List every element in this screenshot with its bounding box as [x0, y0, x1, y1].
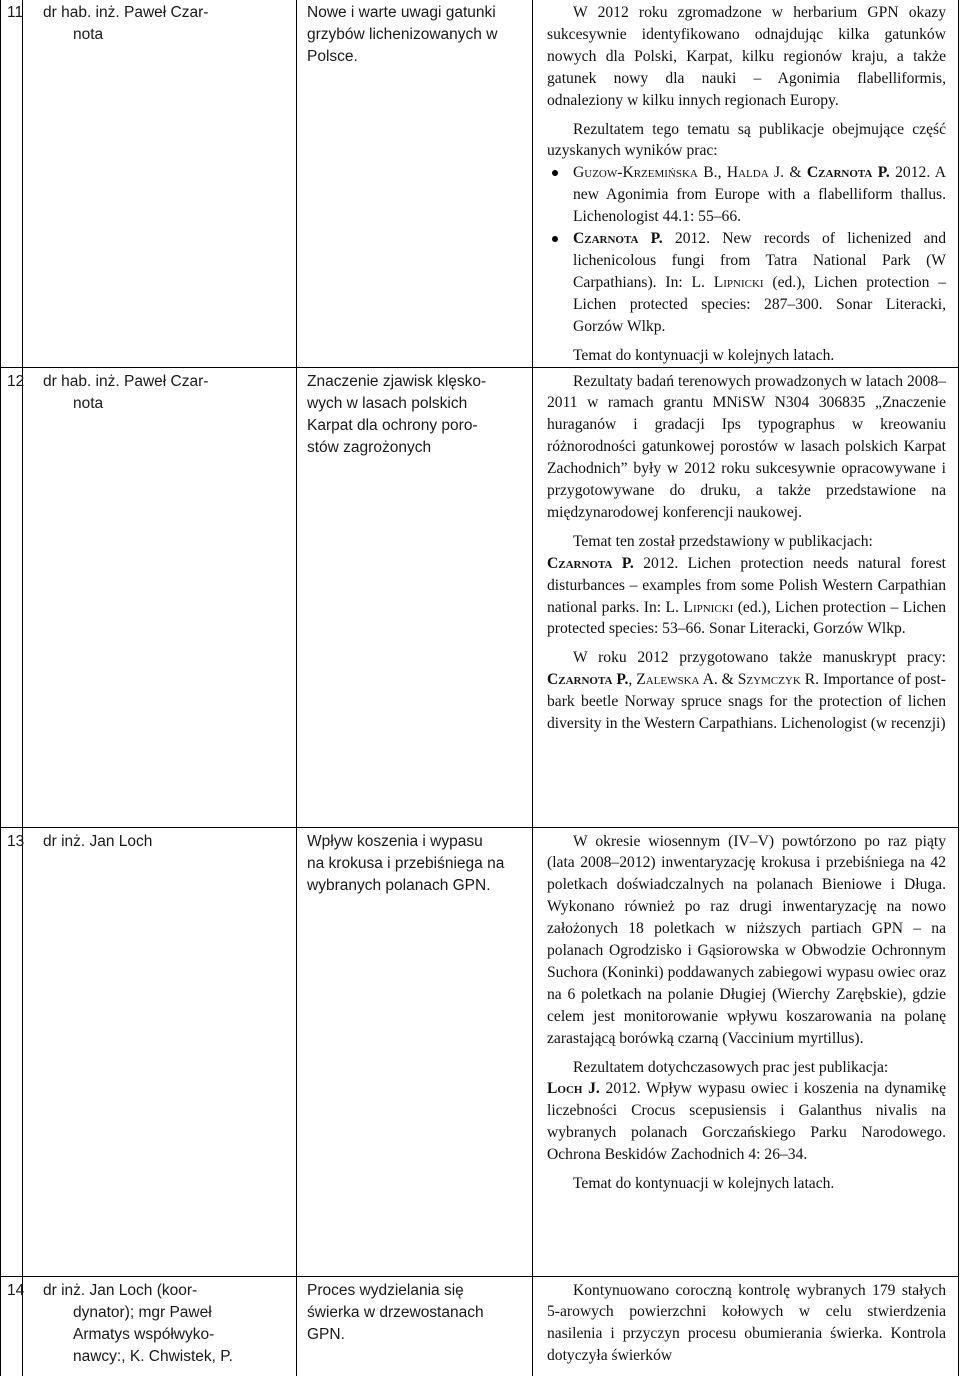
topic-cell: Wpływ koszenia i wypasu na krokusa i przebiśniega na wybranych polanach GPN. — [307, 832, 505, 894]
row-number: 14 — [7, 1281, 25, 1299]
table-row — [1, 1276, 959, 1376]
row-number: 12 — [7, 372, 25, 390]
table-row — [1, 0, 959, 367]
author-cell: dr inż. Jan Loch (koor- dynator); mgr Paweł Armatys współwyko- nawcy:, K. Chwistek, P. — [43, 1281, 233, 1365]
paragraph: W okresie wiosennym (IV–V) powtórzono po raz piąty (lata 2008–2012) inwentaryzację krokusa i przebiśniega na 42 poletkach doświadczalnych na polanach Bieniowe i Długa. Wykonano również po raz drugi inwentaryzację na nowo założonych 18 poletkach w niższych partiach GPN – na polanach Ogrodzisko i Gąsiorowska w Obwodzie Ochronnym Suchora (Koninki) poddawanych zabiegowi wypasu owiec oraz na 6 poletkach na polanie Długiej (Wierchy Zarębskie), gdzie celem jest monitorowanie wpływu koszarowania na polanę zarastającą borówką czarną (Vaccinium myrtillus). — [547, 832, 946, 1047]
paragraph: Loch J. 2012. Wpływ wypasu owiec i koszenia na dynamikę liczebności Crocus scepusiensis i Galanthus nivalis na wybranych polanach Gorczańskiego Parku Narodowego. Ochrona Beskidów Zachodnich 4: 26–34. — [547, 1080, 946, 1164]
paragraph: W roku 2012 przygotowano także manuskrypt pracy: Czarnota P., Zalewska A. & Szymczyk R. Importance of post-bark beetle Norway spruce snags for the protection of lichen diversity in the Western Carpathians. Lichenologist (w recenzji) — [547, 649, 946, 733]
author-cell: dr inż. Jan Loch — [43, 832, 153, 850]
paragraph: Rezultatem tego tematu są publikacje obejmujące część uzyskanych wyników prac: — [547, 120, 946, 160]
paragraph: Kontynuowano coroczną kontrolę wybranych 179 stałych 5-arowych powierzchni kołowych w celu stwierdzenia nasilenia i przyczyn procesu obumierania świerka. Kontrola dotyczyła świerków — [547, 1281, 946, 1365]
topic-cell: Znaczenie zjawisk klęsko- wych w lasach polskich Karpat dla ochrony poro- stów zagrożonych — [307, 372, 487, 456]
results-cell — [533, 1277, 958, 1368]
row-number: 11 — [7, 4, 24, 21]
table-row — [1, 827, 959, 1276]
author-cell: dr hab. inż. Paweł Czar- nota — [43, 4, 209, 43]
paragraph: Temat do kontynuacji w kolejnych latach. — [573, 1175, 835, 1193]
row-number: 13 — [7, 832, 25, 850]
author-cell: dr hab. inż. Paweł Czar- nota — [43, 372, 209, 412]
list-item: Guzow-Krzemińska B., Halda J. & Czarnota P. 2012. A new Agonimia from Europe with a flabelliform thallus. Lichenologist 44.1: 55–66. — [573, 162, 946, 228]
results-cell — [533, 828, 958, 1196]
paragraph: Temat do kontynuacji w kolejnych latach. — [573, 346, 835, 364]
paragraph: Rezultaty badań terenowych prowadzonych w latach 2008–2011 w ramach grantu MNiSW N304 306835 „Znaczenie huraganów i gradacji Ips typographus w kreowaniu różnorodności gatunkowej porostów w lasach polskich Karpat Zachodnich” były w 2012 roku sukcesywnie opracowywane i przygotowywane do druku, a także przedstawione na międzynarodowej konferencji naukowej. — [547, 372, 946, 521]
publication-list — [547, 162, 946, 337]
table-row — [1, 367, 959, 827]
paragraph: Temat ten został przedstawiony w publikacjach: — [573, 532, 873, 550]
paragraph: W 2012 roku zgromadzone w herbarium GPN okazy sukcesywnie identyfikowano odnajdując kilka gatunków nowych dla Polski, Karpat, kilku regionów kraju, a także gatunek nowy dla nauki – Agonimia flabelliformis, odnaleziony w kilku innych regionach Europy. — [547, 4, 946, 109]
results-cell — [533, 368, 958, 736]
paragraph: Czarnota P. 2012. Lichen protection needs natural forest disturbances – examples from some Polish Western Carpathian national parks. In: L. Lipnicki (ed.), Lichen protection – Lichen protected species: 53–66. Sonar Literacki, Gorzów Wlkp. — [547, 554, 947, 638]
paragraph: Rezultatem dotychczasowych prac jest publikacja: — [573, 1058, 889, 1076]
list-item: Czarnota P. 2012. New records of lichenized and lichenicolous fungi from Tatra National Park (W Carpathians). In: L. Lipnicki (ed.), Lichen protection – Lichen protected species: 287–300. Sonar Literacki, Gorzów Wlkp. — [573, 228, 946, 338]
results-cell — [533, 0, 958, 367]
topic-cell: Nowe i warte uwagi gatunki grzybów lichenizowanych w Polsce. — [307, 4, 498, 65]
topic-cell: Proces wydzielania się świerka w drzewostanach GPN. — [307, 1281, 484, 1343]
